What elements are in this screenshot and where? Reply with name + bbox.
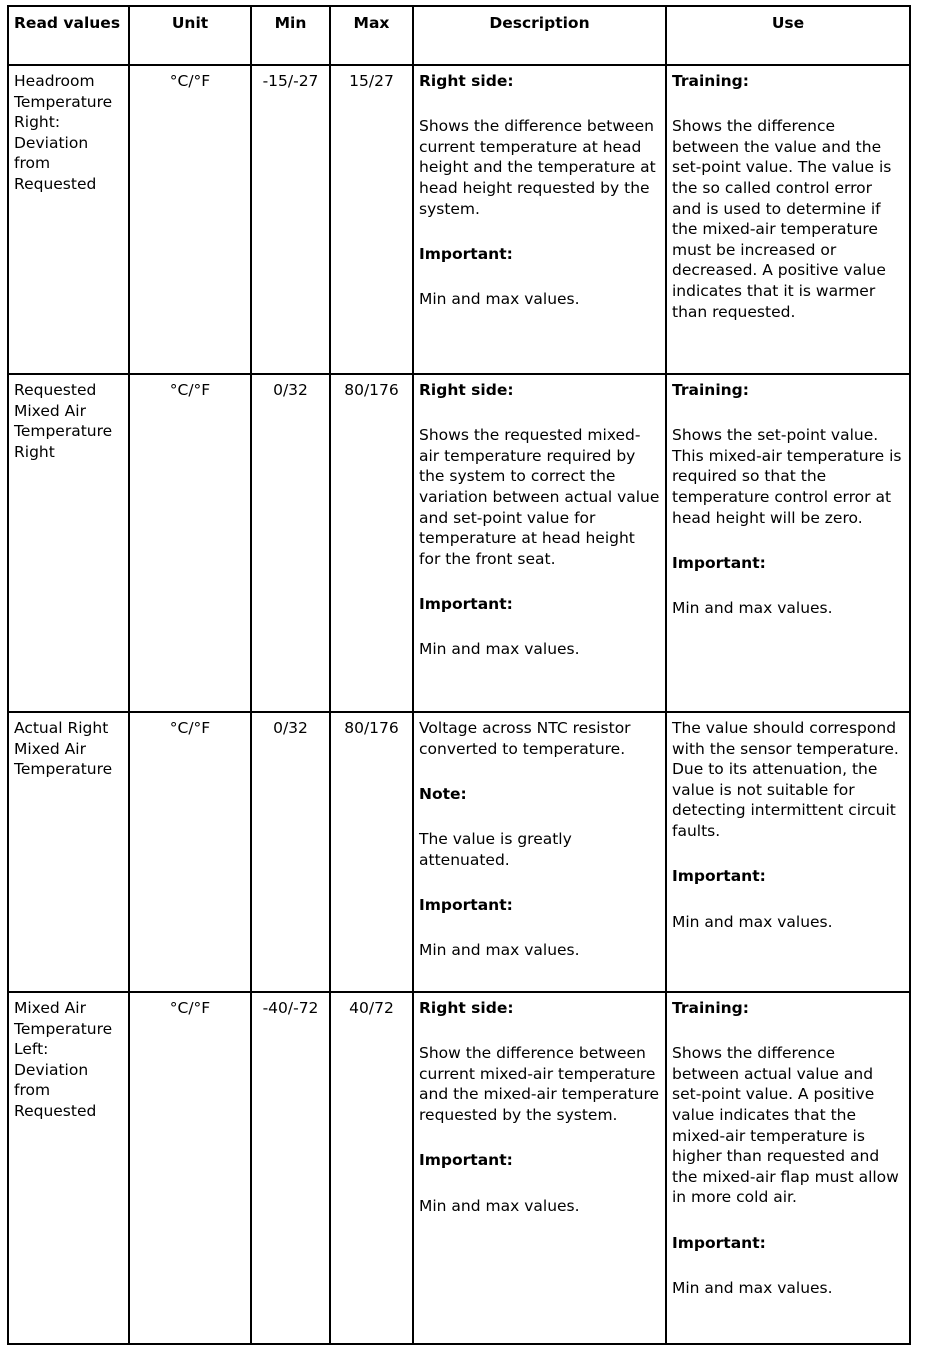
- description-heading: Important:: [419, 1151, 513, 1170]
- description-text: Voltage across NTC resistor converted to temperature.: [419, 719, 631, 758]
- row-unit: °C/°F: [129, 992, 251, 1344]
- description-text: The value is greatly attenuated.: [419, 830, 572, 869]
- use-text: Min and max values.: [672, 1279, 833, 1297]
- header-row: [8, 6, 910, 65]
- description-heading: Important:: [419, 244, 513, 263]
- row-max: 80/176: [330, 374, 413, 712]
- row-max: 15/27: [330, 65, 413, 374]
- description-heading: Important:: [419, 896, 513, 915]
- row-read-value-name: Requested Mixed Air Temperature Right: [8, 374, 129, 712]
- table-row: [8, 992, 910, 1344]
- description-text: Min and max values.: [419, 941, 580, 960]
- row-use: [666, 992, 910, 1344]
- row-unit: °C/°F: [129, 374, 251, 712]
- use-heading: Important:: [672, 1233, 766, 1252]
- row-description: [413, 374, 666, 712]
- description-text: Show the difference between current mixed-air temperature and the mixed-air temperature requested by the system.: [419, 1044, 660, 1125]
- use-text: Shows the difference between actual value and set-point value. A positive value indicates that the mixed-air temperature is higher than requested and the mixed-air flap must allow in more cold air.: [672, 1044, 899, 1207]
- header-description: Description: [413, 6, 666, 65]
- row-read-value-name: Headroom Temperature Right: Deviation from Requested: [8, 65, 129, 374]
- header-min: Min: [251, 6, 330, 65]
- row-min: -15/-27: [251, 65, 330, 374]
- description-heading: Important:: [419, 595, 513, 614]
- row-unit: °C/°F: [129, 65, 251, 374]
- description-heading: Note:: [419, 784, 467, 803]
- row-max: 80/176: [330, 712, 413, 992]
- use-text: Shows the set-point value. This mixed-air temperature is required so that the temperature control error at head height will be zero.: [672, 426, 902, 527]
- use-heading: Training:: [672, 381, 749, 399]
- row-description: [413, 712, 666, 992]
- row-read-value-name: Actual Right Mixed Air Temperature: [8, 712, 129, 992]
- description-heading: Right side:: [419, 999, 514, 1017]
- read-values-table: [7, 5, 911, 1345]
- row-read-value-name: Mixed Air Temperature Left: Deviation from Requested: [8, 992, 129, 1344]
- use-heading: Important:: [672, 553, 766, 572]
- header-max: Max: [330, 6, 413, 65]
- row-use: [666, 712, 910, 992]
- description-text: Min and max values.: [419, 640, 580, 659]
- table-row: [8, 65, 910, 374]
- header-read-values: Read values: [8, 6, 129, 65]
- use-text: Min and max values.: [672, 912, 833, 931]
- row-use: [666, 65, 910, 374]
- use-text: Shows the difference between the value and the set-point value. The value is the so called control error and is used to determine if the mixed-air temperature must be increased or decreased. A positive value indicates that it is warmer than requested.: [672, 117, 892, 321]
- row-min: -40/-72: [251, 992, 330, 1344]
- table-row: [8, 374, 910, 712]
- use-heading: Training:: [672, 72, 749, 90]
- description-text: Min and max values.: [419, 1196, 580, 1215]
- table-row: [8, 712, 910, 992]
- row-use: [666, 374, 910, 712]
- header-use: Use: [666, 6, 910, 65]
- description-heading: Right side:: [419, 381, 514, 399]
- row-min: 0/32: [251, 712, 330, 992]
- use-text: The value should correspond with the sensor temperature. Due to its attenuation, the value is not suitable for detecting intermittent circuit faults.: [672, 719, 899, 840]
- description-text: Min and max values.: [419, 290, 580, 309]
- use-heading: Important:: [672, 867, 766, 886]
- header-unit: Unit: [129, 6, 251, 65]
- use-heading: Training:: [672, 999, 749, 1017]
- row-unit: °C/°F: [129, 712, 251, 992]
- row-max: 40/72: [330, 992, 413, 1344]
- description-text: Shows the requested mixed-air temperature required by the system to correct the variation between actual value and set-point value for temperature at head height for the front seat.: [419, 426, 660, 568]
- description-heading: Right side:: [419, 72, 514, 90]
- row-description: [413, 992, 666, 1344]
- description-text: Shows the difference between current temperature at head height and the temperature at head height requested by the system.: [419, 117, 656, 218]
- row-description: [413, 65, 666, 374]
- use-text: Min and max values.: [672, 599, 833, 618]
- row-min: 0/32: [251, 374, 330, 712]
